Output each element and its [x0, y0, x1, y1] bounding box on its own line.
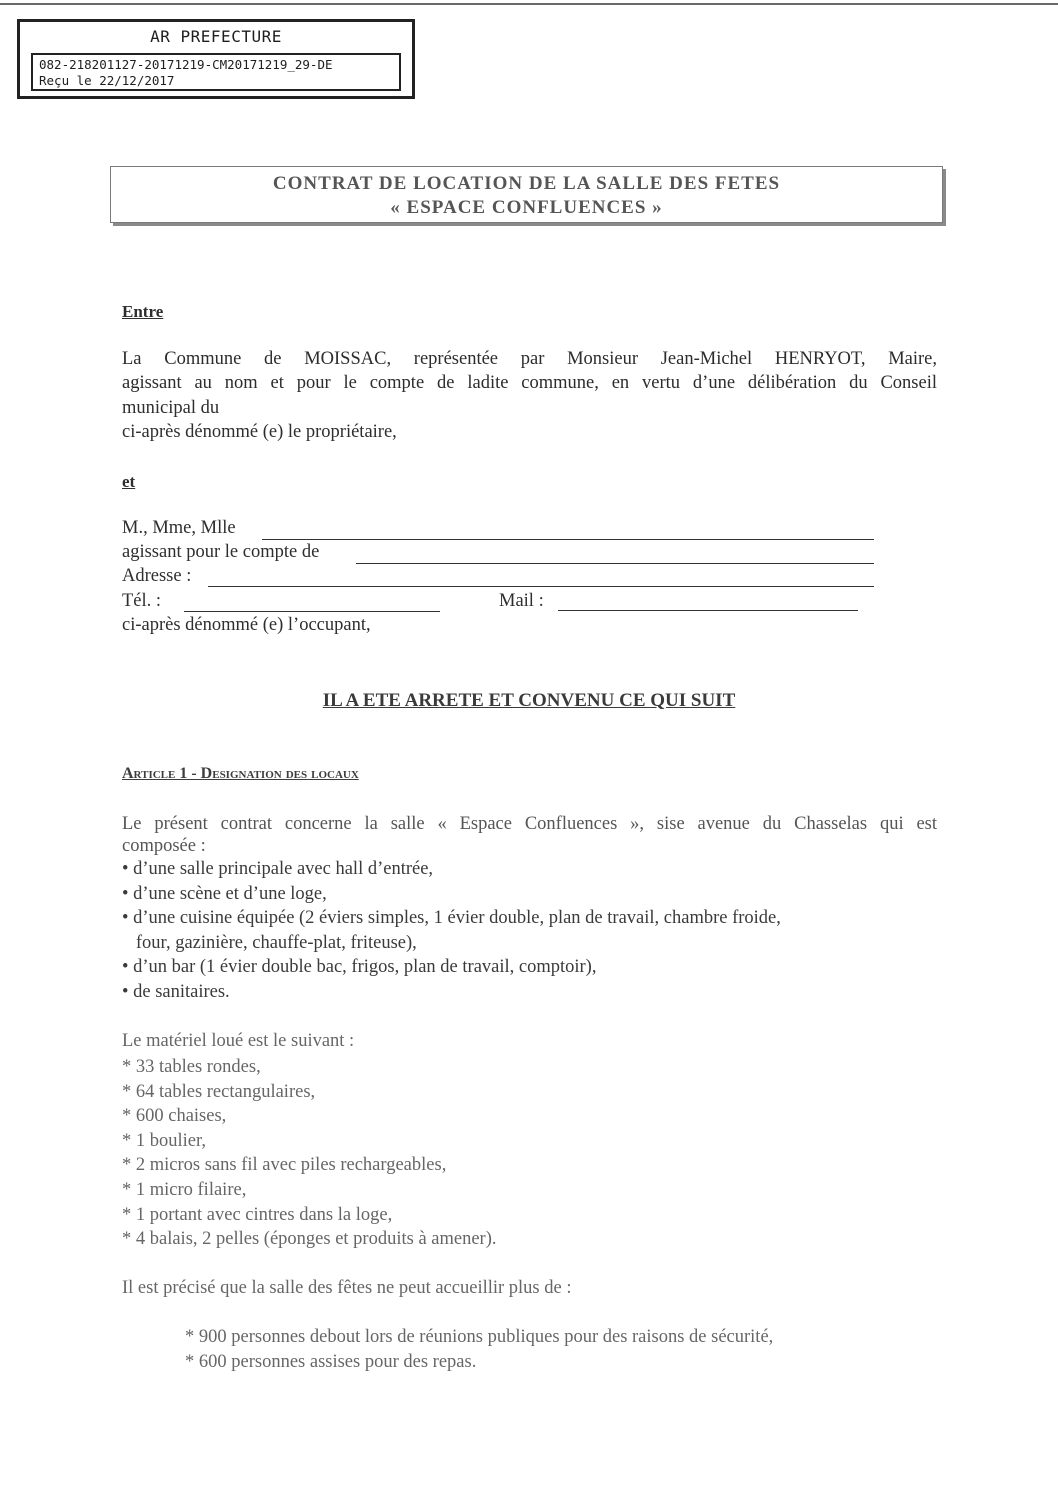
- stamp-received-date: Reçu le 22/12/2017: [39, 73, 175, 88]
- equipment-item: * 1 micro filaire,: [122, 1179, 247, 1200]
- equipment-item: * 1 portant avec cintres dans la loge,: [122, 1204, 393, 1225]
- name-field-label: M., Mme, Mlle: [122, 518, 236, 538]
- premises-item: • d’une scène et d’une loge,: [122, 883, 327, 904]
- behalf-field-line: [356, 563, 874, 564]
- document-title-box: [110, 166, 943, 223]
- behalf-field-label: agissant pour le compte de: [122, 542, 320, 562]
- premises-list: [122, 857, 781, 1005]
- owner-paragraph-line-3: municipal du: [122, 398, 220, 418]
- mail-field-line: [558, 610, 858, 611]
- document-title: CONTRAT DE LOCATION DE LA SALLE DES FETES: [272, 173, 781, 194]
- equipment-intro: Le matériel loué est le suivant :: [122, 1031, 355, 1051]
- capacity-item: * 600 personnes assises pour des repas.: [185, 1351, 477, 1372]
- premises-item: • de sanitaires.: [122, 981, 230, 1002]
- agreed-heading: IL A ETE ARRETE ET CONVENU CE QUI SUIT: [322, 690, 736, 711]
- owner-paragraph-line-2: agissant au nom et pour le compte de ladite commune, en vertu d’une délibération du Conseil: [122, 373, 937, 393]
- document-subtitle: « ESPACE CONFLUENCES »: [390, 197, 663, 218]
- equipment-list: [122, 1055, 497, 1252]
- et-label: et: [122, 472, 136, 491]
- article-1-intro-line-1: Le présent contrat concerne la salle « Espace Confluences », sise avenue du Chasselas qui est: [122, 814, 937, 834]
- equipment-item: * 64 tables rectangulaires,: [122, 1081, 316, 1102]
- equipment-item: * 2 micros sans fil avec piles rechargeables,: [122, 1155, 447, 1176]
- name-field-line: [262, 539, 874, 540]
- premises-item: four, gazinière, chauffe-plat, friteuse),: [122, 932, 417, 953]
- capacity-intro: Il est précisé que la salle des fêtes ne peut accueillir plus de :: [122, 1278, 572, 1298]
- equipment-item: * 33 tables rondes,: [122, 1057, 261, 1077]
- entre-label: Entre: [122, 302, 164, 321]
- premises-item: • d’une cuisine équipée (2 éviers simples, 1 évier double, plan de travail, chambre froide,: [122, 908, 781, 929]
- premises-item: • d’une salle principale avec hall d’entrée,: [122, 859, 434, 879]
- premises-item: • d’un bar (1 évier double bac, frigos, plan de travail, comptoir),: [122, 957, 597, 978]
- equipment-item: * 1 boulier,: [122, 1130, 207, 1151]
- capacity-item: * 900 personnes debout lors de réunions publiques pour des raisons de sécurité,: [185, 1327, 774, 1347]
- address-field-label: Adresse :: [122, 566, 192, 586]
- page-top-rule: [0, 3, 1058, 5]
- occupant-role: ci-après dénommé (e) l’occupant,: [122, 615, 371, 635]
- prefecture-stamp: [17, 19, 415, 99]
- address-field-line: [208, 586, 874, 587]
- owner-role: ci-après dénommé (e) le propriétaire,: [122, 422, 397, 442]
- equipment-item: * 600 chaises,: [122, 1106, 227, 1127]
- tel-field-label: Tél. :: [122, 591, 162, 611]
- stamp-title: AR PREFECTURE: [150, 27, 282, 46]
- article-1-intro-line-2: composée :: [122, 836, 206, 856]
- stamp-details: [31, 53, 401, 91]
- mail-field-label: Mail :: [499, 591, 544, 611]
- tel-field-line: [184, 611, 440, 612]
- article-1-title: Article 1 - Designation des locaux: [122, 765, 359, 782]
- equipment-item: * 4 balais, 2 pelles (éponges et produits à amener).: [122, 1229, 497, 1250]
- capacity-list: [185, 1325, 773, 1374]
- stamp-reference: 082-218201127-20171219-CM20171219_29-DE: [39, 57, 333, 72]
- owner-paragraph-line-1: La Commune de MOISSAC, représentée par Monsieur Jean-Michel HENRYOT, Maire,: [122, 349, 937, 369]
